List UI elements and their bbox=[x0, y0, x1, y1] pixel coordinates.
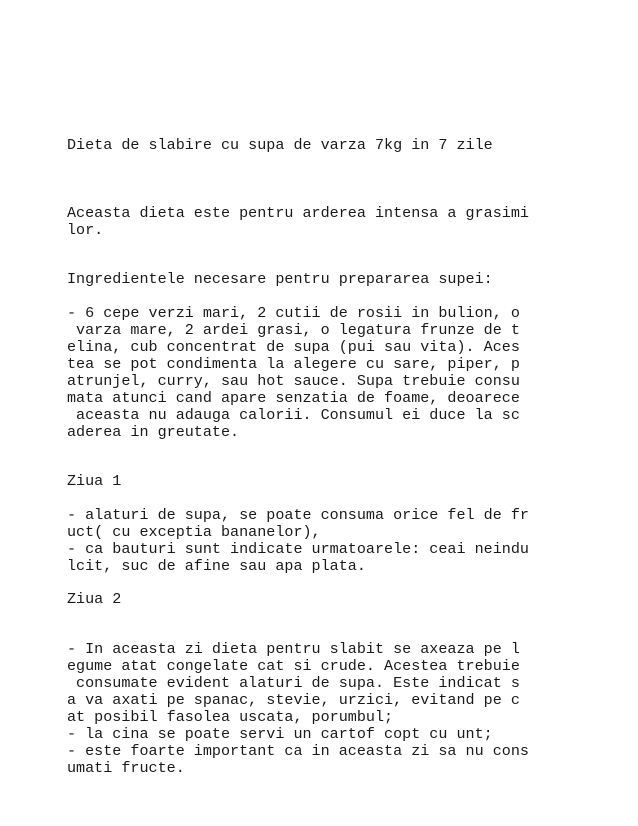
day1-line: - alaturi de supa, se poate consuma orice fel de fr bbox=[67, 506, 529, 524]
ingredients-line: elina, cub concentrat de supa (pui sau vita). Aces bbox=[67, 338, 520, 356]
day2-line: egume atat congelate cat si crude. Acestea trebuie bbox=[67, 657, 520, 675]
day2-line: consumate evident alaturi de supa. Este indicat s bbox=[67, 674, 520, 692]
day1-line: - ca bauturi sunt indicate urmatoarele: ceai neindu bbox=[67, 540, 529, 558]
day2-line: - la cina se poate servi un cartof copt cu unt; bbox=[67, 725, 493, 743]
day2-line: at posibil fasolea uscata, porumbul; bbox=[67, 708, 394, 726]
ingredients-line: aceasta nu adauga calorii. Consumul ei duce la sc bbox=[67, 406, 520, 424]
ingredients-line: mata atunci cand apare senzatia de foame, deoarece bbox=[67, 389, 520, 407]
ingredients-line: atrunjel, curry, sau hot sauce. Supa trebuie consu bbox=[67, 372, 520, 390]
intro-line: lor. bbox=[67, 221, 104, 239]
ingredients-line: varza mare, 2 ardei grasi, o legatura frunze de t bbox=[67, 321, 520, 339]
ingredients-line: tea se pot condimenta la alegere cu sare, piper, p bbox=[67, 355, 520, 373]
day2-line: - In aceasta zi dieta pentru slabit se axeaza pe l bbox=[67, 640, 520, 658]
page-title: Dieta de slabire cu supa de varza 7kg in 7 zile bbox=[67, 136, 493, 154]
day1-heading: Ziua 1 bbox=[67, 472, 122, 490]
ingredients-line: aderea in greutate. bbox=[67, 423, 240, 441]
ingredients-heading: Ingredientele necesare pentru prepararea supei: bbox=[67, 270, 493, 288]
intro-line: Aceasta dieta este pentru arderea intensa a grasimi bbox=[67, 204, 529, 222]
day2-line: - este foarte important ca in aceasta zi sa nu cons bbox=[67, 742, 529, 760]
day2-heading: Ziua 2 bbox=[67, 590, 122, 608]
day2-line: umati fructe. bbox=[67, 759, 185, 777]
day1-line: lcit, suc de afine sau apa plata. bbox=[67, 557, 366, 575]
ingredients-line: - 6 cepe verzi mari, 2 cutii de rosii in bulion, o bbox=[67, 304, 520, 322]
day1-line: uct( cu exceptia bananelor), bbox=[67, 523, 321, 541]
day2-line: a va axati pe spanac, stevie, urzici, evitand pe c bbox=[67, 691, 520, 709]
